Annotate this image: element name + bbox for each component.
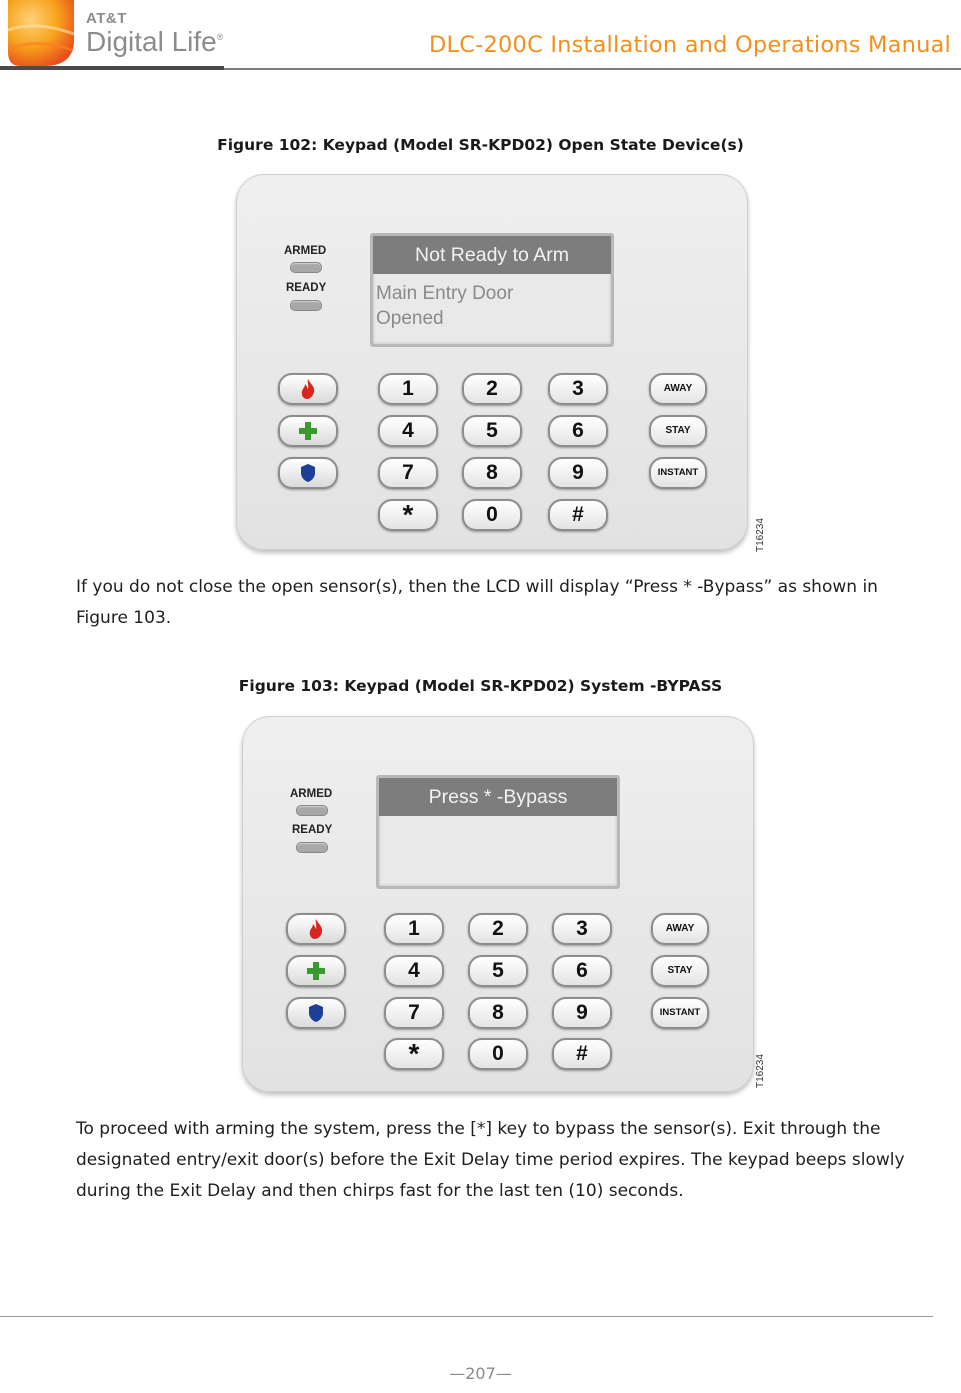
figure-102-caption: Figure 102: Keypad (Model SR-KPD02) Open State Device(s) <box>217 136 744 154</box>
armed-label: ARMED <box>290 788 333 800</box>
logo-att-text: AT&T <box>86 10 127 27</box>
lcd-display <box>376 775 620 889</box>
lcd-display <box>370 233 614 347</box>
key-9[interactable]: 9 <box>552 997 612 1029</box>
keypad-figure-102 <box>236 174 766 552</box>
police-shield-icon <box>298 462 318 484</box>
stay-key[interactable]: STAY <box>651 955 709 987</box>
manual-title: DLC-200C Installation and Operations Manual <box>429 32 951 58</box>
police-shield-icon <box>306 1002 326 1024</box>
header-divider-accent <box>0 66 224 70</box>
police-key[interactable] <box>286 997 346 1029</box>
medical-key[interactable] <box>278 415 338 447</box>
paragraph-2: To proceed with arming the system, press the [*] key to bypass the sensor(s). Exit through the designated entry/exit door(s) before the Exit Delay time period expires. The keypad beeps slowly during the Exit Delay and then chirps fast for the last ten (10) seconds. <box>76 1119 905 1201</box>
key-0[interactable]: 0 <box>462 499 522 531</box>
ready-led <box>290 300 322 311</box>
medical-key[interactable] <box>286 955 346 987</box>
key-2[interactable]: 2 <box>468 913 528 945</box>
footer-divider <box>0 1316 933 1317</box>
keypad-body <box>242 716 754 1092</box>
key-star[interactable]: * <box>384 1038 444 1070</box>
key-7[interactable]: 7 <box>384 997 444 1029</box>
key-7[interactable]: 7 <box>378 457 438 489</box>
key-hash[interactable]: # <box>548 499 608 531</box>
fire-icon <box>306 918 326 940</box>
police-key[interactable] <box>278 457 338 489</box>
key-4[interactable]: 4 <box>384 955 444 987</box>
logo-digital-life-text: Digital Life® <box>86 26 224 57</box>
key-8[interactable]: 8 <box>468 997 528 1029</box>
page-number: —207— <box>449 1364 512 1383</box>
stay-key[interactable]: STAY <box>649 415 707 447</box>
medical-cross-icon <box>298 420 318 442</box>
ready-label: READY <box>286 282 327 294</box>
instant-key[interactable]: INSTANT <box>649 457 707 489</box>
lcd-line-2: Opened <box>376 308 444 329</box>
key-3[interactable]: 3 <box>548 373 608 405</box>
serial-number: T16234 <box>755 1054 766 1088</box>
key-star[interactable]: * <box>378 499 438 531</box>
key-5[interactable]: 5 <box>468 955 528 987</box>
fire-icon <box>298 378 318 400</box>
keypad-figure-103 <box>242 716 766 1094</box>
key-hash[interactable]: # <box>552 1038 612 1070</box>
armed-led <box>296 805 328 816</box>
key-3[interactable]: 3 <box>552 913 612 945</box>
instant-key[interactable]: INSTANT <box>651 997 709 1029</box>
fire-key[interactable] <box>278 373 338 405</box>
medical-cross-icon <box>306 960 326 982</box>
att-digital-life-logo <box>4 0 244 66</box>
serial-number: T16234 <box>755 518 766 552</box>
ready-label: READY <box>292 824 333 836</box>
att-globe-icon <box>6 0 76 66</box>
key-6[interactable]: 6 <box>548 415 608 447</box>
key-1[interactable]: 1 <box>384 913 444 945</box>
lcd-header: Not Ready to Arm <box>373 236 611 274</box>
lcd-header: Press * -Bypass <box>379 778 617 816</box>
figure-103-caption: Figure 103: Keypad (Model SR-KPD02) System -BYPASS <box>238 677 723 695</box>
ready-led <box>296 842 328 853</box>
armed-label: ARMED <box>284 245 327 257</box>
armed-led <box>290 262 322 273</box>
paragraph-1: If you do not close the open sensor(s), then the LCD will display “Press * -Bypass” as shown in Figure 103. <box>76 577 878 628</box>
away-key[interactable]: AWAY <box>651 913 709 945</box>
key-1[interactable]: 1 <box>378 373 438 405</box>
fire-key[interactable] <box>286 913 346 945</box>
key-2[interactable]: 2 <box>462 373 522 405</box>
key-5[interactable]: 5 <box>462 415 522 447</box>
key-0[interactable]: 0 <box>468 1038 528 1070</box>
key-6[interactable]: 6 <box>552 955 612 987</box>
key-8[interactable]: 8 <box>462 457 522 489</box>
key-4[interactable]: 4 <box>378 415 438 447</box>
away-key[interactable]: AWAY <box>649 373 707 405</box>
keypad-body <box>236 174 748 550</box>
lcd-line-1: Main Entry Door <box>376 283 514 304</box>
key-9[interactable]: 9 <box>548 457 608 489</box>
